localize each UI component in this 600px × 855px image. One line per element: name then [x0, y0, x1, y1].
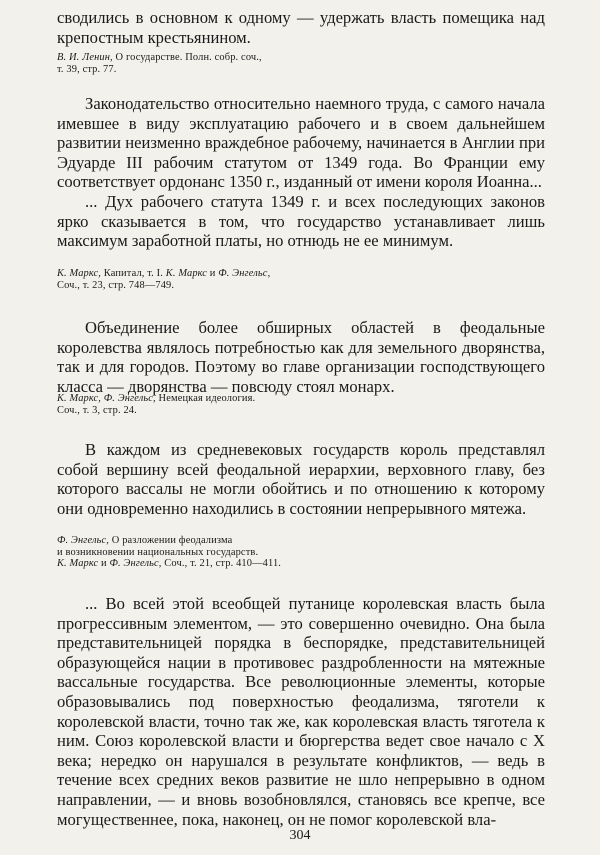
source-author: К. Маркс, Ф. Энгельс,	[57, 393, 156, 404]
quote-feudalism	[57, 440, 545, 518]
source-text: т. 39, стр. 77.	[57, 63, 117, 75]
source-author: Ф. Энгельс,	[57, 535, 110, 546]
source-lenin	[57, 52, 457, 75]
quote-paragraph: сводились в основном к одному — удержать власть помещика над крепостным крестьянином.	[57, 8, 545, 47]
source-author: В. И. Ленин,	[57, 52, 113, 63]
source-text: Соч., т. 23, стр. 748—749.	[57, 279, 175, 291]
quote-paragraph: ... Дух рабочего статута 1349 г. и всех последующих законов ярко сказывается в том, что государство устанавливает лишь максимум заработной платы, но отнюдь не ее минимум.	[57, 191, 545, 251]
source-author: К. Маркс,	[57, 268, 102, 279]
source-feudalism: Ф. Энгельс, О разложении феодализма и возникновении национальных государств. К. Маркс и Ф. Энгельс, Соч., т. 21, стр. 410—411.	[57, 535, 457, 570]
quote-paragraph: Объединение более обширных областей в феодальные королевства являлось потребностью как для земельного дворянства, так и для городов. Поэтому во главе организации господствующего класса — дворянства — повсюду стоял монарх.	[57, 318, 545, 396]
quote-paragraph: ... Во всей этой всеобщей путанице королевская власть была прогрессивным элементом, — это совершенно очевидно. Она была представительницей порядка в беспорядке, представительницей образующейся нации в противовес раздробленности на мятежные вассальные государства. Все революционные элементы, которые образовывались под поверхностью феодализма, тяготели к королевской власти, точно так же, как королевская власть тяготела к ним. Союз королевской власти и бюргерства ведет свое начало с X века; нередко он нарушался в результате конфликтов, — ведь в течение всех средних веков развитие не шло непрерывно в одном направлении, — и вновь возобновлялся, становясь все крепче, все могущественнее, пока, наконец, он не помог королевской вла-	[57, 594, 545, 829]
quote-german-ideology	[57, 318, 545, 396]
source-text: О государстве. Полн. собр. соч.,	[112, 52, 262, 63]
quote-capital	[57, 94, 545, 251]
quote-paragraph: Законодательство относительно наемного труда, с самого начала имевшее в виду эксплуатацию рабочего и в своем дальнейшем развитии неизменно враждебное рабочему, начинается в Англии при Эдуарде III рабочим статутом от 1349 года. Во Франции ему соответствует ордонанс 1350 г., изданный от имени короля Иоанна...	[57, 94, 545, 192]
quote-lenin	[57, 8, 545, 47]
quote-royal-power	[57, 594, 545, 829]
source-capital: К. Маркс, Капитал, т. I. К. Маркс и Ф. Энгельс, Соч., т. 23, стр. 748—749.	[57, 268, 457, 291]
source-text: и возникновении национальных государств.	[57, 546, 259, 558]
quote-paragraph: В каждом из средневековых государств король представлял собой вершину всей феодальной иерархии, верховного главу, без которого вассалы не могли обойтись и по отношению к которому они одновременно находились в состоянии непрерывного мятежа.	[57, 440, 545, 518]
source-text: Соч., т. 3, стр. 24.	[57, 404, 137, 416]
source-german-ideology: К. Маркс, Ф. Энгельс, Немецкая идеология. Соч., т. 3, стр. 24.	[57, 393, 457, 416]
page-number: 304	[289, 828, 311, 843]
